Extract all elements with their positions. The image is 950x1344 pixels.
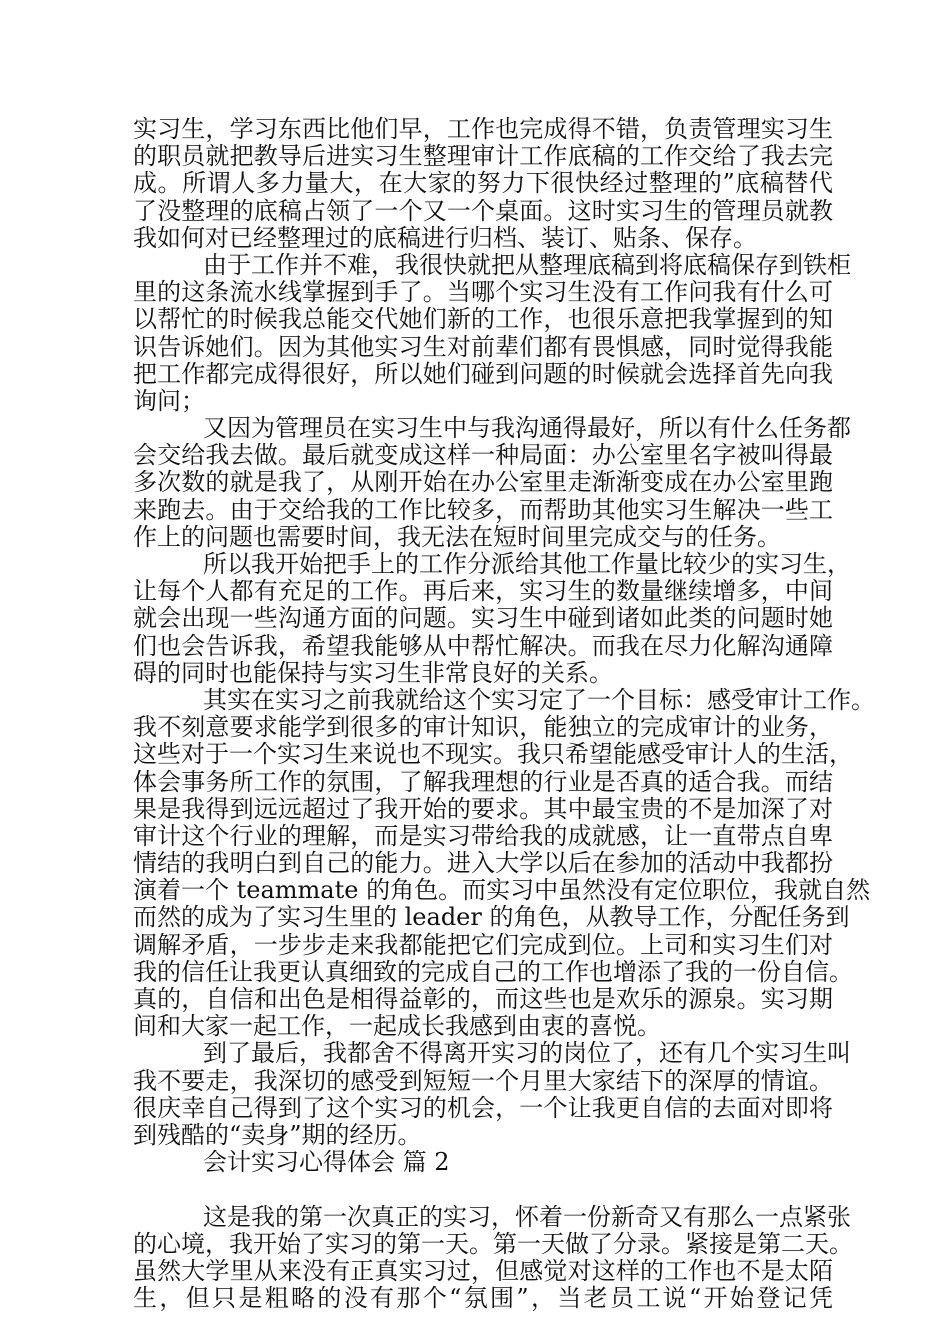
text-line: 所以我开始把手上的工作分派给其他工作量比较少的实习生， [203,550,851,578]
text-line: 虽然大学里从来没有正真实习过，但感觉对这样的工作也不是太陌 [133,1256,833,1285]
text-line: 让每个人都有充足的工作。再后来，实习生的数量继续增多，中间 [133,577,833,606]
text-line: 间和大家一起工作，一起成长我感到由衷的喜悦。 [133,1012,661,1041]
text-line: 这些对于一个实习生来说也不现实。我只希望能感受审计人的生活， [133,740,853,769]
paragraph-3 [133,414,851,551]
text-line: 情结的我明白到自己的能力。进入大学以后在参加的活动中我都扮 [133,849,833,878]
text-line: 的心境，我开始了实习的第一天。第一天做了分录。紧接是第二天。 [133,1229,853,1258]
text-line: 演着一个 teammate 的角色。而实习中虽然没有定位职位，我就自然 [133,876,871,905]
text-line: 很庆幸自己得到了这个实习的机会，一个让我更自信的去面对即将 [133,1093,833,1122]
text-line: 来跑去。由于交给我的工作比较多，而帮助其他实习生解决一些工 [133,495,833,524]
text-line: 了没整理的底稿占领了一个又一个桌面。这时实习生的管理员就教 [133,196,833,225]
text-line: 果是我得到远远超过了我开始的要求。其中最宝贵的不是加深了对 [133,794,833,823]
text-line: 多次数的就是我了，从刚开始在办公室里走渐渐变成在办公室里跑 [133,468,833,497]
text-line: 识告诉她们。因为其他实习生对前辈们都有畏惧感，同时觉得我能 [133,332,833,361]
text-line: 碍的同时也能保持与实习生非常良好的关系。 [133,658,613,687]
blank-line [133,1176,833,1203]
text-line: 审计这个行业的理解，而是实习带给我的成就感，让一直带点自卑 [133,821,833,850]
text-line: 体会事务所工作的氛围，了解我理想的行业是否真的适合我。而结 [133,767,833,796]
text-line: 到残酷的“卖身”期的经历。 [133,1120,422,1149]
paragraph-5 [133,685,875,1041]
paragraph-4 [133,550,851,687]
text-line: 调解矛盾，一步步走来我都能把它们完成到位。上司和实习生们对 [133,930,833,959]
text-line: 实习生，学习东西比他们早，工作也完成得不错，负责管理实习生 [133,115,833,143]
text-line: 到了最后，我都舍不得离开实习的岗位了，还有几个实习生叫 [203,1039,851,1068]
text-line: 就会出现一些沟通方面的问题。实习生中碰到诸如此类的问题时她 [133,604,833,633]
text-line: 成。所谓人多力量大，在大家的努力下很快经过整理的”底稿替代 [133,169,833,198]
text-line: 里的这条流水线掌握到手了。当哪个实习生没有工作问我有什么可 [133,278,833,307]
text-line: 以帮忙的时候我总能交代她们新的工作，也很乐意把我掌握到的知 [133,305,833,334]
text-line: 会交给我去做。最后就变成这样一种局面：办公室里名字被叫得最 [133,441,833,470]
text-line: 我的信任让我更认真细致的完成自己的工作也增添了我的一份自信。 [133,957,853,986]
section-heading: 会计实习心得体会 篇 2 [203,1148,450,1177]
paragraph-1 [133,116,833,252]
text-line: 生，但只是粗略的没有那个“氛围”，当老员工说“开始登记凭 [133,1284,833,1313]
document-page [133,115,875,1313]
text-line: 由于工作并不难，我很快就把从整理底稿到将底稿保存到铁柜 [203,250,851,279]
paragraph-2 [133,250,851,415]
text-line: 我不要走，我深切的感受到短短一个月里大家结下的深厚的情谊。 [133,1066,833,1095]
text-line: 又因为管理员在实习生中与我沟通得最好，所以有什么任务都 [203,414,851,443]
text-line: 而然的成为了实习生里的 leader 的角色，从教导工作，分配任务到 [133,903,850,932]
text-line: 其实在实习之前我就给这个实习定了一个目标：感受审计工作。 [203,685,875,714]
text-line: 把工作都完成得很好，所以她们碰到问题的时候就会选择首先向我 [133,359,833,388]
text-line: 的职员就把教导后进实习生整理审计工作底稿的工作交给了我去完 [133,142,833,171]
paragraph-7 [133,1202,853,1313]
text-line: 真的，自信和出色是相得益彰的，而这些也是欢乐的源泉。实习期 [133,985,833,1013]
paragraph-6 [133,1039,851,1149]
text-line: 这是我的第一次真正的实习，怀着一份新奇又有那么一点紧张 [203,1202,851,1231]
text-line: 询问； [133,386,205,415]
text-line: 我如何对已经整理过的底稿进行归档、装订、贴条、保存。 [133,223,757,252]
text-line: 我不刻意要求能学到很多的审计知识，能独立的完成审计的业务， [133,713,833,742]
text-line: 作上的问题也需要时间，我无法在短时间里完成交与的任务。 [133,522,781,551]
text-line: 们也会告诉我，希望我能够从中帮忙解决。而我在尽力化解沟通障 [133,631,833,660]
